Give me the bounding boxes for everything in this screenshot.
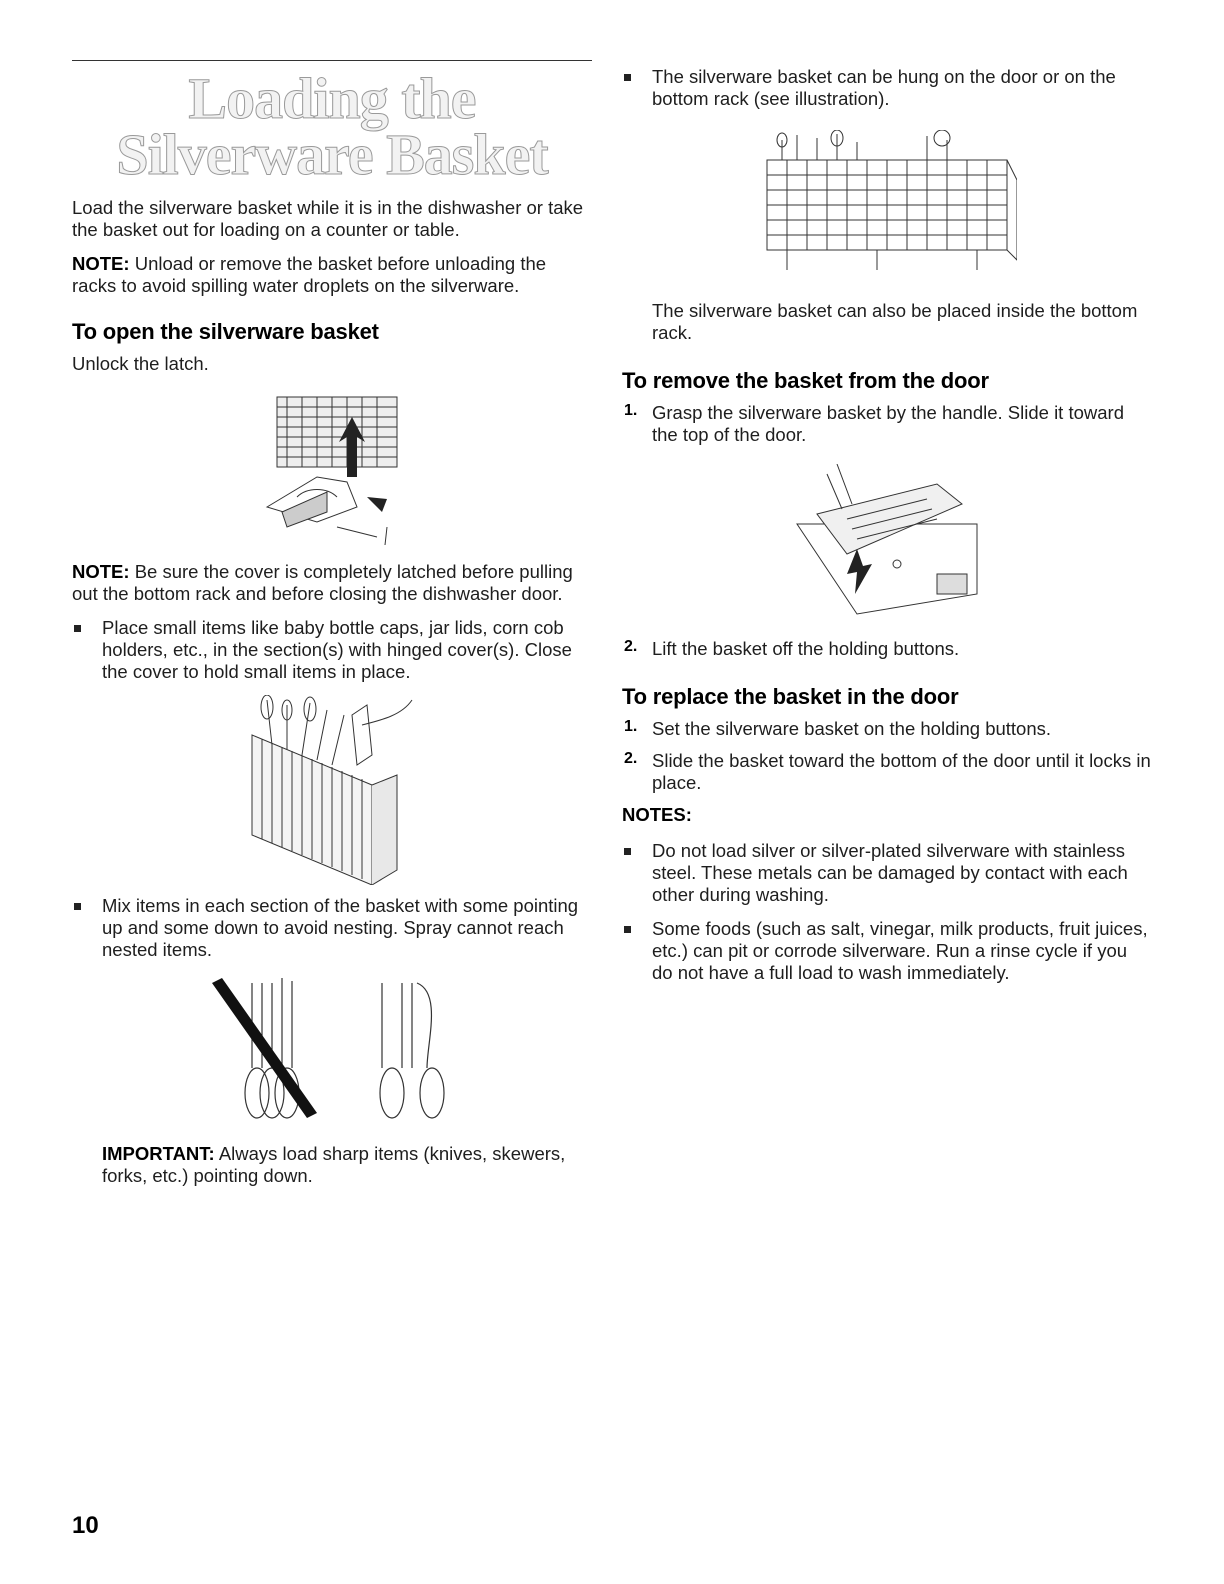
- note-label: NOTE:: [72, 253, 130, 274]
- note-silver-plated: Do not load silver or silver-plated silverware with stainless steel. These metals can be damaged by contact with each other during washing.: [622, 840, 1152, 906]
- note-foods-corrode: Some foods (such as salt, vinegar, milk products, fruit juices, etc.) can pit or corrode silverware. Run a rinse cycle if you do not have a full load to wash immediately.: [622, 918, 1152, 984]
- open-basket-heading: To open the silverware basket: [72, 319, 379, 344]
- small-items-basket-illustration: [232, 695, 432, 885]
- step-number: 2.: [624, 638, 638, 655]
- step-text: Grasp the silverware basket by the handle. Slide it toward the top of the door.: [652, 402, 1124, 445]
- page-number: 10: [72, 1512, 99, 1539]
- step-number: 1.: [624, 718, 638, 735]
- replace-basket-heading: To replace the basket in the door: [622, 684, 959, 709]
- note-label: NOTE:: [72, 561, 130, 582]
- replace-step-2: [622, 750, 1152, 794]
- bullet-hung-basket: The silverware basket can be hung on the door or on the bottom rack (see illustration).: [622, 66, 1152, 110]
- inside-rack-text: The silverware basket can also be placed inside the bottom rack.: [652, 300, 1138, 343]
- important-text: Always load sharp items (knives, skewers, forks, etc.) pointing down.: [102, 1143, 566, 1186]
- bullet-mix-items: Mix items in each section of the basket with some pointing up and some down to avoid nesting. Spray cannot reach nested items.: [72, 895, 592, 961]
- step-text: Set the silverware basket on the holding buttons.: [652, 718, 1052, 739]
- important-note: [72, 1143, 592, 1187]
- note-text: Be sure the cover is completely latched before pulling out the bottom rack and before closing the dishwasher door.: [72, 561, 573, 604]
- bottom-rack-illustration: [757, 130, 1017, 280]
- note-latched: [72, 561, 592, 605]
- page-title-line2: Silverware Basket: [116, 122, 548, 187]
- step-number: 2.: [624, 750, 638, 767]
- left-column: [72, 60, 592, 1187]
- step-number: 1.: [624, 402, 638, 419]
- notes-label-text: NOTES:: [622, 804, 692, 825]
- remove-basket-heading: To remove the basket from the door: [622, 368, 989, 393]
- step-text: Lift the basket off the holding buttons.: [652, 638, 960, 659]
- remove-step-2: [622, 638, 1152, 660]
- notes-label: [622, 804, 1152, 826]
- replace-step-1: [622, 718, 1152, 740]
- note-text: Unload or remove the basket before unloading the racks to avoid spilling water droplets on the silverware.: [72, 253, 547, 296]
- step-text: Slide the basket toward the bottom of the door until it locks in place.: [652, 750, 1151, 793]
- remove-basket-illustration: [787, 464, 987, 624]
- nesting-illustration: [202, 973, 462, 1123]
- important-label: IMPORTANT:: [102, 1143, 215, 1164]
- intro-paragraph: Load the silverware basket while it is in the dishwasher or take the basket out for loading on a counter or table.: [72, 197, 584, 240]
- page-title: [72, 66, 592, 187]
- note-unload: [72, 253, 592, 297]
- title-rule: [72, 60, 592, 61]
- right-column: [622, 60, 1152, 996]
- remove-step-1: [622, 402, 1152, 446]
- bullet-small-items: Place small items like baby bottle caps, jar lids, corn cob holders, etc., in the section(s) with hinged cover(s). Close the cover to hold small items in place.: [72, 617, 592, 683]
- page-title-line1: Loading the: [188, 66, 476, 131]
- latch-illustration: [257, 387, 407, 547]
- open-basket-text: Unlock the latch.: [72, 353, 209, 374]
